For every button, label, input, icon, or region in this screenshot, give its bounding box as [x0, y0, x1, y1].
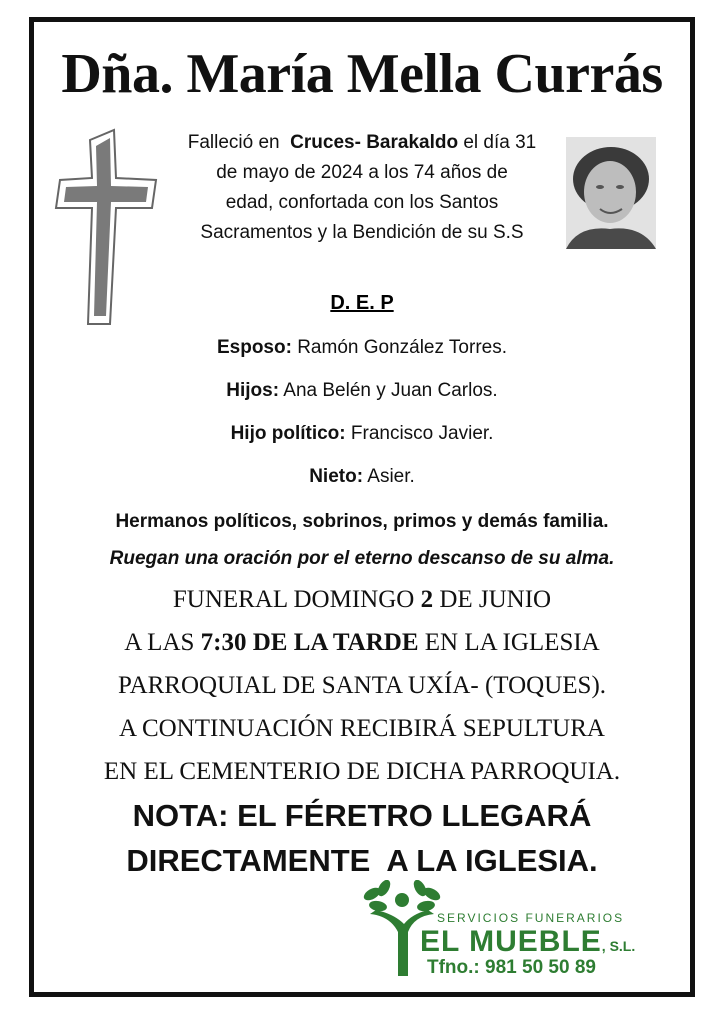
dep-heading: D. E. P [330, 292, 394, 314]
family-son-in-law [0, 423, 724, 445]
family-label: Hijo político: [230, 423, 346, 444]
family-value: Francisco Javier. [350, 423, 494, 444]
intro-text: Sacramentos y la Bendición de su S.S [200, 222, 524, 243]
funeral-text: A LAS [124, 629, 201, 656]
funeral-text: DE JUNIO [433, 586, 552, 613]
deceased-name: Dña. María Mella Currás [61, 43, 663, 105]
family-label: Nieto: [309, 466, 364, 487]
cemetery-notice: EN EL CEMENTERIO DE DICHA PARROQUIA. [103, 758, 621, 785]
family-label: Esposo: [216, 337, 292, 358]
brand-name: EL MUEBLE [420, 925, 602, 958]
intro-text: el día 31 [463, 132, 537, 153]
family-value: Ramón González Torres. [297, 337, 508, 358]
place-of-death: Cruces- Barakaldo [290, 132, 459, 153]
funeral-date [0, 586, 724, 614]
nota-line-1: NOTA: EL FÉRETRO LLEGARÁ [132, 798, 592, 833]
funeral-text: FUNERAL DOMINGO [172, 586, 421, 613]
logo-tagline: SERVICIOS FUNERARIOS [437, 911, 625, 925]
funeral-time [0, 629, 724, 657]
funeral-home-phone: Tfno.: 981 50 50 89 [427, 957, 596, 978]
burial-notice: A CONTINUACIÓN RECIBIRÁ SEPULTURA [119, 715, 605, 742]
family-grandson [0, 466, 724, 488]
family-value: Asier. [367, 466, 415, 487]
funeral-church: PARROQUIAL DE SANTA UXÍA- (TOQUES). [117, 672, 607, 699]
logo-brand [420, 925, 635, 959]
intro-text: edad, confortada con los Santos [225, 192, 499, 213]
family-spouse [0, 337, 724, 359]
death-notice-text [163, 128, 561, 248]
funeral-day: 2 [420, 586, 434, 613]
funeral-hour: 7:30 DE LA TARDE [200, 629, 419, 656]
portrait-photo [566, 137, 656, 249]
intro-text: de mayo de 2024 a los 74 años de [216, 162, 508, 183]
family-value: Ana Belén y Juan Carlos. [283, 380, 498, 401]
funeral-text: EN LA IGLESIA [418, 629, 600, 656]
other-relatives: Hermanos políticos, sobrinos, primos y demás familia. [115, 511, 609, 532]
family-label: Hijos: [226, 380, 280, 401]
brand-suffix: , S.L. [601, 938, 636, 954]
family-children [0, 380, 724, 402]
prayer-request: Ruegan una oración por el eterno descanso de su alma. [109, 548, 615, 569]
nota-line-2: DIRECTAMENTE A LA IGLESIA. [126, 843, 598, 878]
intro-text: Falleció en [187, 132, 280, 153]
